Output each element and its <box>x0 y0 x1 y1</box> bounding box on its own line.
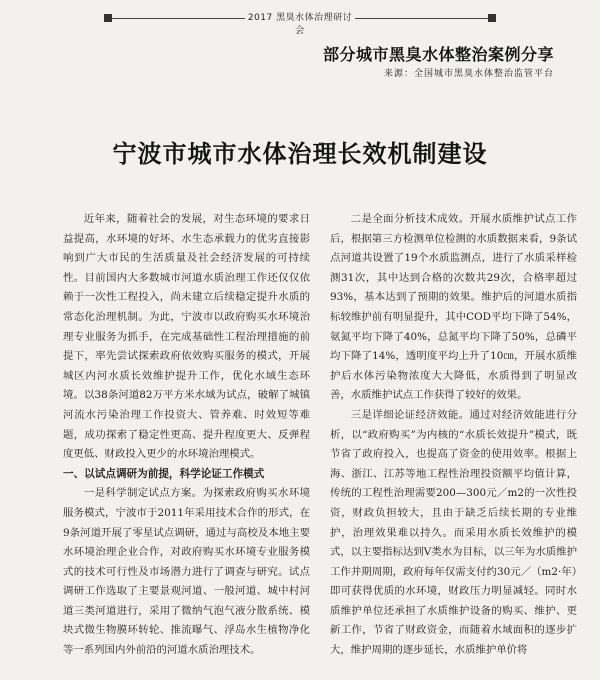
header-rule-left <box>112 18 245 19</box>
section-heading: 一、以试点调研为前提，科学论证工作模式 <box>63 467 265 480</box>
right-column <box>330 210 577 661</box>
body-paragraph: 三是详细论证经济效能。通过对经济效能进行分析，以“政府购买”为内核的“水质长效提升”模式，既节省了政府投入，也提高了资金的使用效率。根据上海、浙江、江苏等地工程性治理投资额平均值计算，传统的工程性治理需要200—300元／m2的一次性投资，财政负担较大，且由于缺乏后续长期的专业维护，治理效果难以持久。而采用水质长效维护的模式，以主要指标达到V类水为目标，以三年为水质维护工作并期周期，政府每年仅需支付约30元／（m2·年）即可获得优质的水环境，财政压力明显减轻。同时水质维护单位还承担了水质维护设备的购买、维护、更新工作，节省了财政资金，而随着水域面积的逐步扩大，维护周期的逐步延长，水质维护单价将 <box>330 408 577 657</box>
intro-paragraph: 近年来，随着社会的发展，对生态环境的要求日益提高，水环境的好坏、水生态承载力的优劣直接影响到广大市民的生活质量及社会经济发展的可持续性。目前国内大多数城市河道水质治理工作还仅仅依赖于一次性工程投入，尚未建立后续稳定提升水质的常态化治理机制。为此，宁波市以政府购买水环境治理专业服务为抓手，在完成基础性工程治理措施的前提下，率先尝试探索政府依效购买服务的模式，开展城区内河水质长效维护提升工作，优化水域生态环境。以38条河道82万平方米水域为试点，破解了城镇河流水污染治理工作投资大、管养难、时效短等难题，成功探索了稳定性更高、提升程度更大、反弹程度更低、财政投入更少的水环境治理模式。 <box>63 213 310 461</box>
section-source: 来源：全国城市黑臭水体整治监管平台 <box>383 69 554 79</box>
header-square-mark <box>488 14 496 22</box>
header-square-mark <box>104 14 112 22</box>
running-header <box>0 8 600 36</box>
publication-name: 2017 黑臭水体治理研讨会 <box>247 13 353 36</box>
section-title: 部分城市黑臭水体整治案例分享 <box>322 45 554 64</box>
article-title: 宁波市城市水体治理长效机制建设 <box>112 139 488 169</box>
body-paragraph: 二是全面分析技术成效。开展水质维护试点工作后，根据第三方检测单位检测的水质数据来看，9条试点河道共设置了19个水质监测点，进行了水质采样检测31次，其中达到合格的次数共29次，合格率超过93%，基本达到了预期的效果。维护后的河道水质指标较维护前有明显提升，其中COD平均下降了54%，氨氮平均下降了40%，总氮平均下降了50%，总磷平均下降了14%，透明度平均上升了10㎝，开展水质维护后水体污染物浓度大大降低，水质得到了明显改善，水质维护试点工作获得了较好的效果。 <box>330 213 577 402</box>
header-rule-right <box>355 18 488 19</box>
left-column <box>63 210 310 661</box>
body-paragraph: 一是科学制定试点方案。为探索政府购买水环境服务模式，宁波市于2011年采用技术合作的形式，在9条河道开展了零星试点调研，通过与高校及本地主要水环境治理企业合作，对政府购买水环境专业服务模式的技术可行性及市场潜力进行了调查与研究。试点调研工作选取了主要景观河道、一般河道、城中村河道三类河道进行，采用了微纳气泡气液分散系统、模块式微生物膜环转轮、推流曝气、浮岛水生植物净化等一系列国内外前沿的河道水质治理技术。 <box>63 487 310 657</box>
